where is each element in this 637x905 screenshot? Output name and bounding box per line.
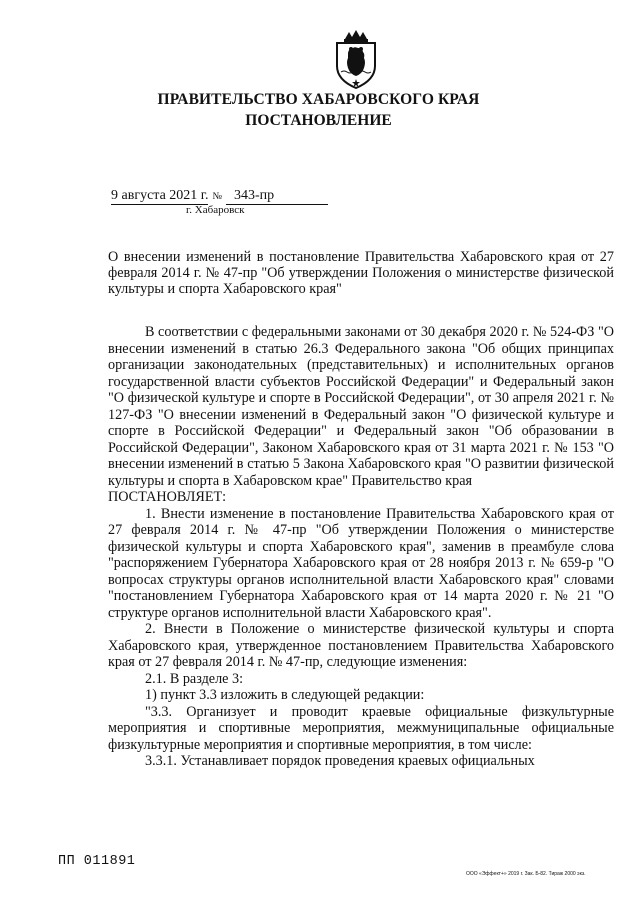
body-paragraph: 1) пункт 3.3 изложить в следующей редакции: bbox=[145, 687, 425, 703]
organization-title: ПРАВИТЕЛЬСТВО ХАБАРОВСКОГО КРАЯ bbox=[157, 91, 480, 108]
body-paragraph: 2.1. В разделе 3: bbox=[145, 670, 244, 687]
body-paragraph: В соответствии с федеральными законами от 30 декабря 2020 г. № 524-ФЗ "О внесении изменений в статью 26.3 Федерального закона "Об общих принципах организации законодательных (представительных) и исполнительных органов государственной власти субъектов Российской Федерации" и Федеральный закон "О физической культуре и спорте в Российской Федерации", от 30 апреля 2021 г. № 127-ФЗ "О внесении изменений в Федеральный закон "О физической культуре и спорте в Российской Федерации" и Федеральный закон "Об образовании в Российской Федерации", Законом Хабаровского края от 31 марта 2021 г. № 153 "О внесении изменений в статью 5 Закона Хабаровского края "О развитии физической культуры и спорта в Хабаровском крае" Правительство края bbox=[108, 324, 614, 489]
document-date-number bbox=[111, 188, 328, 205]
document-type: ПОСТАНОВЛЕНИЕ bbox=[245, 112, 392, 129]
document-body bbox=[108, 324, 614, 770]
coat-of-arms-icon bbox=[331, 30, 381, 90]
document-date: 9 августа 2021 г. bbox=[111, 188, 209, 203]
document-number: 343-пр bbox=[226, 188, 328, 205]
printer-note: ООО «Эффект+» 2019 г. Зак. Б-82. Тираж 2000 экз. bbox=[466, 871, 586, 877]
number-sign: № bbox=[212, 191, 222, 202]
body-paragraph: 3.3.1. Устанавливает порядок проведения краевых официальных bbox=[145, 753, 535, 769]
body-paragraph: 1. Внести изменение в постановление Правительства Хабаровского края от 27 февраля 2014 г. № 47-пр "Об утверждении Положения о министерстве физической культуры и спорта Хабаровского края", заменив в преамбуле слова "распоряжением Губернатора Хабаровского края от 28 ноября 2013 г. № 659-р "О вопросах структуры органов исполнительной власти Хабаровского края" словами "постановлением Губернатора Хабаровского края от 14 марта 2020 г. № 21 "О структуре органов исполнительной власти Хабаровского края". bbox=[108, 505, 614, 621]
body-paragraph: 2. Внести в Положение о министерстве физической культуры и спорта Хабаровского края, утвержденное постановлением Правительства Хабаровского края от 27 февраля 2014 г. № 47-пр, следующие изменения: bbox=[108, 621, 614, 670]
form-serial-code: ПП 011891 bbox=[58, 854, 136, 869]
document-city: г. Хабаровск bbox=[186, 204, 245, 216]
resolves-heading: ПОСТАНОВЛЯЕТ: bbox=[108, 489, 227, 505]
document-subject: О внесении изменений в постановление Правительства Хабаровского края от 27 февраля 2014 г. № 47-пр "Об утверждении Положения о министерстве физической культуры и спорта Хабаровского края" bbox=[108, 249, 614, 297]
body-paragraph: "3.3. Организует и проводит краевые официальные физкультурные мероприятия и спортивные мероприятия, межмуниципальные официальные физкультурные мероприятия и спортивные мероприятия, в том числе: bbox=[108, 703, 614, 753]
